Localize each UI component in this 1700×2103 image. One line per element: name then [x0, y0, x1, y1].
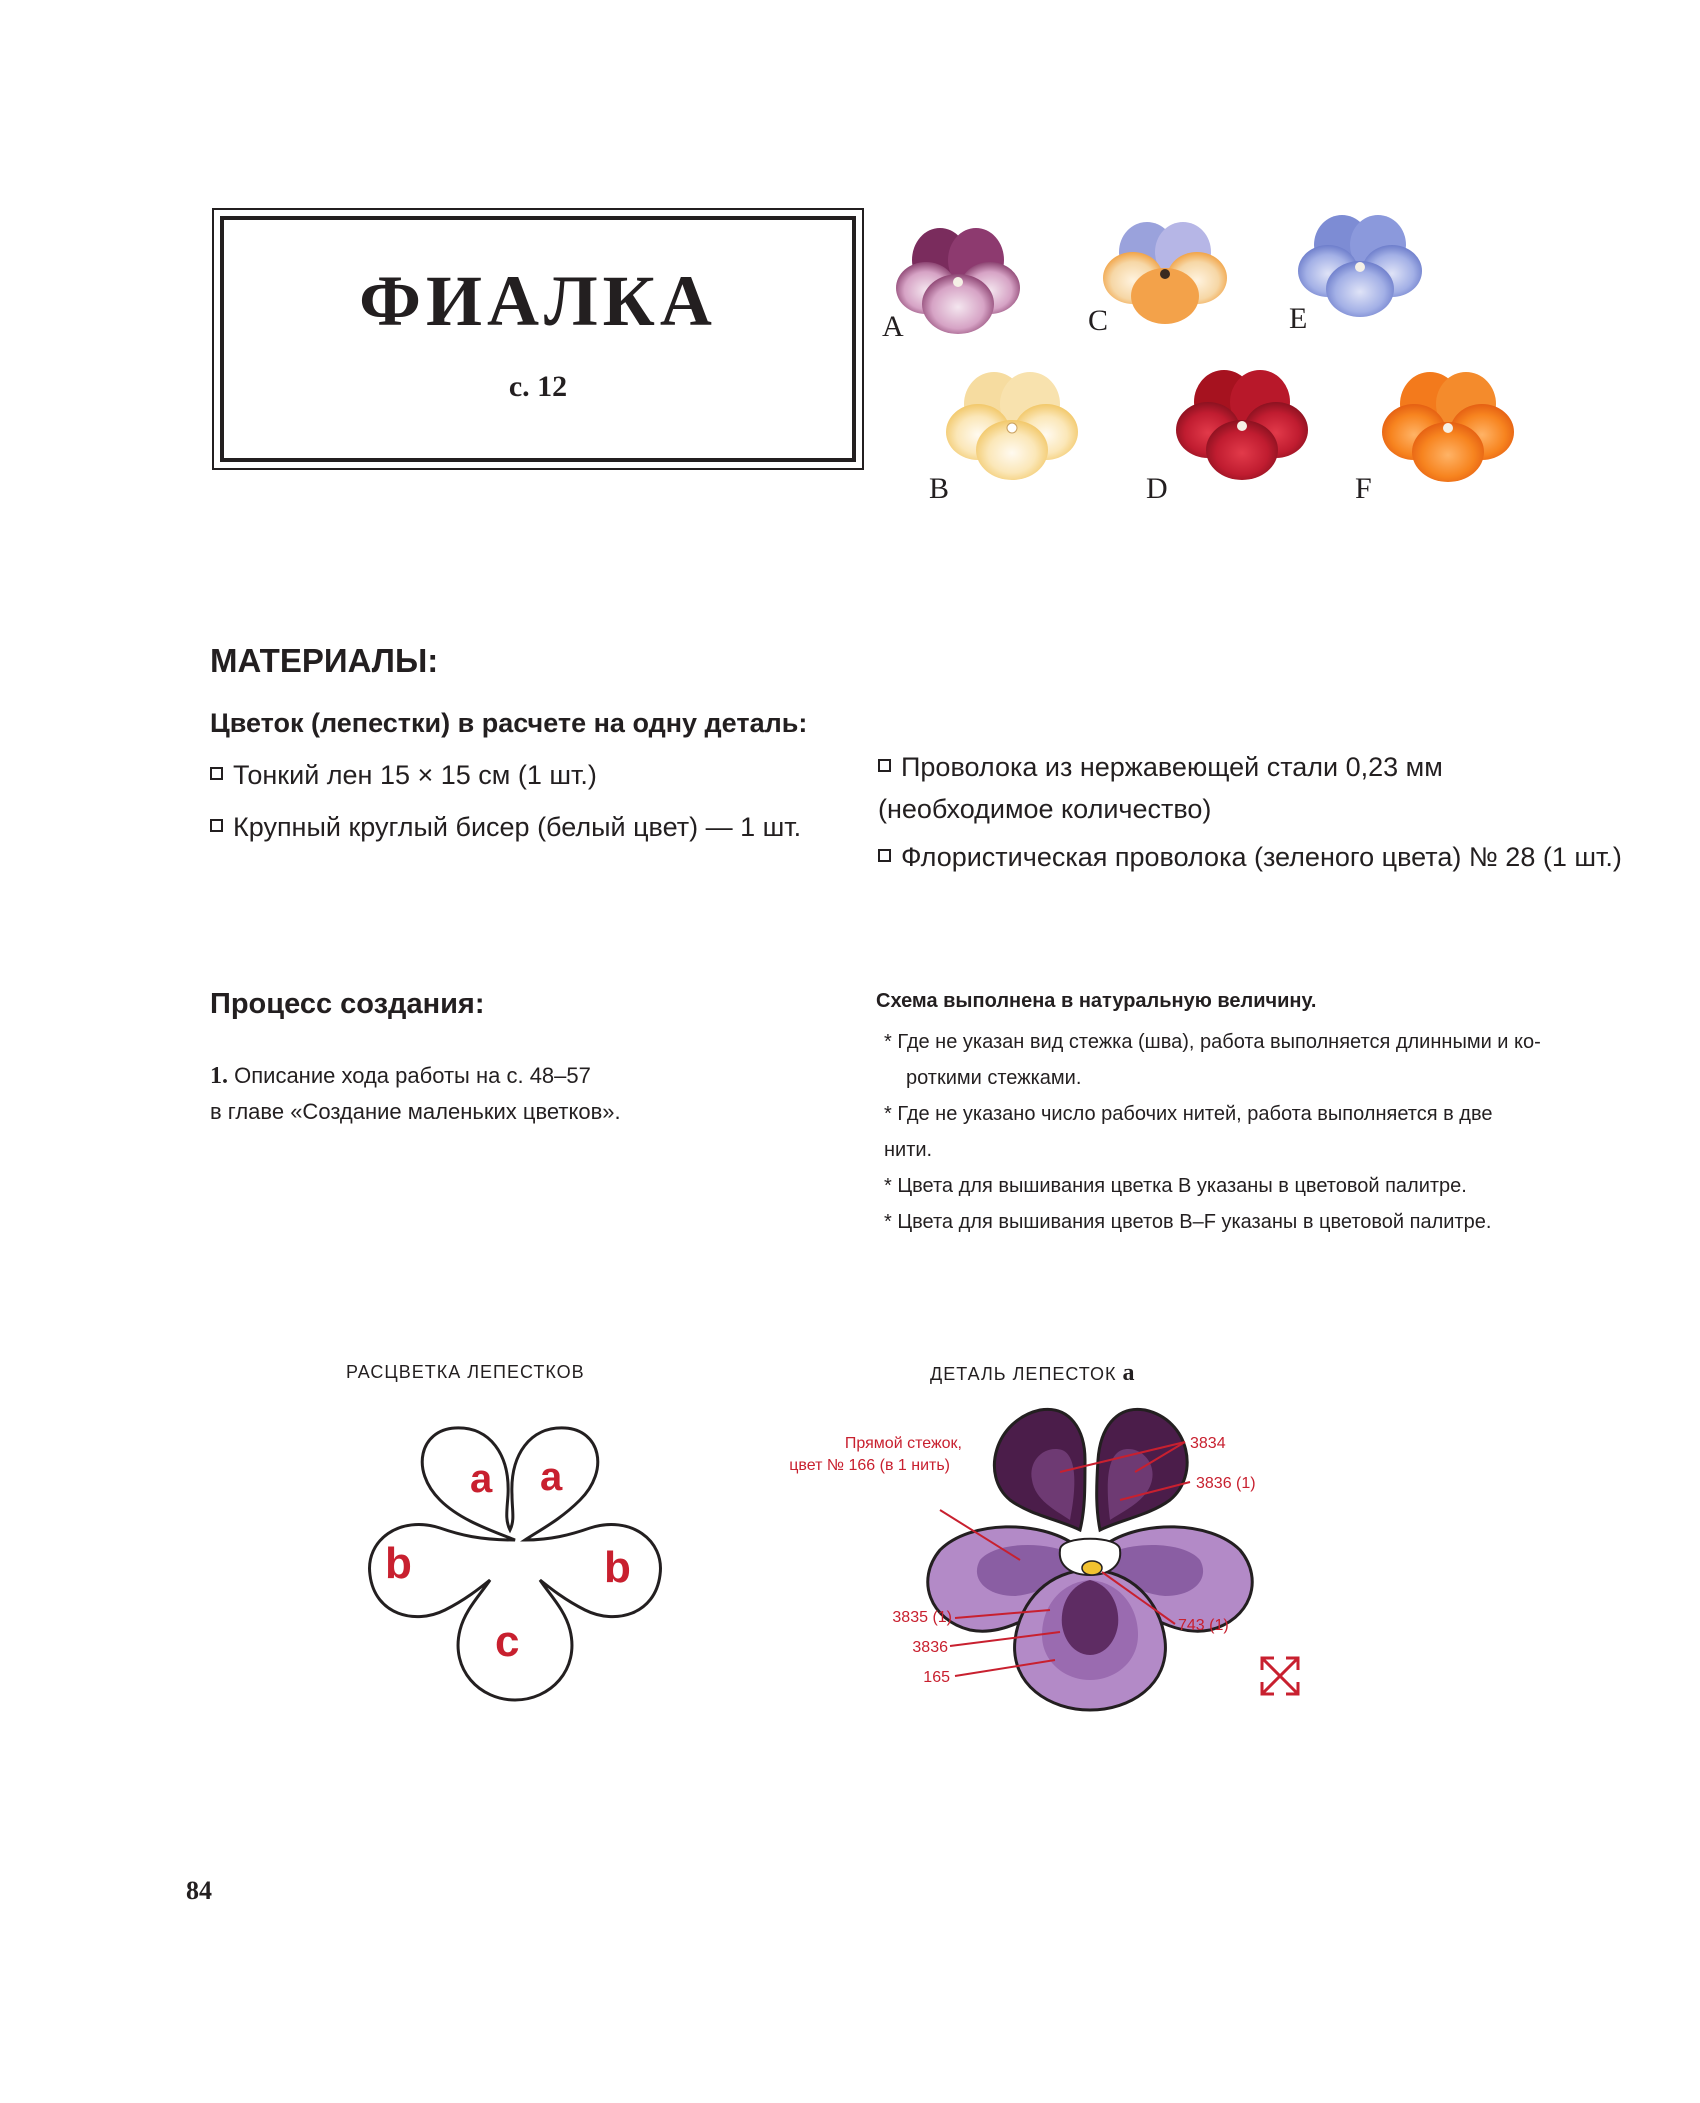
- variant-label-c: C: [1088, 304, 1109, 337]
- callout-3836: 3836: [912, 1639, 948, 1656]
- detail-diagram-title-letter: a: [1122, 1360, 1136, 1386]
- scheme-note: * Где не указан вид стежка (шва), работа выполняется длинными и ко-: [884, 1031, 1541, 1053]
- scheme-note: * Где не указано число рабочих нитей, работа выполняется в две нити.: [884, 1103, 1493, 1161]
- material-item-text: Тонкий лен 15 × 15 см (1 шт.): [233, 760, 597, 790]
- page-number: 84: [186, 1876, 212, 1905]
- materials-heading: МАТЕРИАЛЫ:: [210, 642, 439, 679]
- process-step-1: [210, 1058, 621, 1130]
- material-item-bead: [210, 806, 801, 848]
- page-title: ФИАЛКА: [359, 261, 717, 341]
- petal-label-b-left: b: [385, 1539, 412, 1588]
- petal-detail-diagram: [770, 1400, 1390, 1720]
- variant-label-b: B: [929, 472, 950, 505]
- scheme-note: * Цвета для вышивания цветов B–F указаны в цветовой палитре.: [884, 1211, 1492, 1233]
- bullet-square-icon: [210, 767, 223, 780]
- scheme-title: Схема выполнена в натуральную величину.: [876, 990, 1317, 1012]
- callout-straight-stitch-line2: цвет № 166 (в 1 нить): [789, 1457, 950, 1474]
- title-box: [212, 208, 864, 470]
- variant-label-e: E: [1289, 302, 1308, 335]
- petal-label-b-right: b: [604, 1543, 631, 1592]
- flower-photo-e: [1298, 215, 1422, 317]
- flower-photo-b: [946, 372, 1078, 480]
- variant-label-f: F: [1355, 472, 1372, 505]
- scheme-notes: [884, 1024, 1544, 1240]
- step-text-line2: в главе «Создание маленьких цветков».: [210, 1099, 621, 1124]
- bullet-square-icon: [210, 819, 223, 832]
- material-item-text: Проволока из нержавеющей стали 0,23 мм: [901, 752, 1443, 782]
- material-item-linen: [210, 754, 597, 796]
- callout-3834: 3834: [1190, 1435, 1226, 1452]
- flower-photo-a: [896, 228, 1020, 334]
- callout-165: 165: [923, 1669, 950, 1686]
- detail-diagram-title-text: ДЕТАЛЬ ЛЕПЕСТОК: [930, 1364, 1117, 1384]
- scheme-note: * Цвета для вышивания цветка B указаны в цветовой палитре.: [884, 1175, 1467, 1197]
- materials-subheading: Цветок (лепестки) в расчете на одну деталь:: [210, 708, 808, 738]
- scheme-note: роткими стежками.: [906, 1067, 1082, 1089]
- material-item-steel-wire: [878, 746, 1443, 788]
- petal-label-a-right: a: [540, 1455, 563, 1499]
- material-item-steel-wire-qty: [878, 788, 1211, 830]
- callout-straight-stitch-line1: Прямой стежок,: [844, 1435, 962, 1452]
- material-item-text: Крупный круглый бисер (белый цвет) — 1 шт.: [233, 812, 802, 842]
- variant-label-a: A: [882, 310, 904, 343]
- callout-3836-1: 3836 (1): [1196, 1475, 1256, 1492]
- flower-photo-f: [1382, 372, 1514, 482]
- flower-center-yellow: [1082, 1561, 1102, 1575]
- petal-label-c: c: [495, 1617, 520, 1666]
- bullet-square-icon: [878, 849, 891, 862]
- material-item-text: Флористическая проволока (зеленого цвета) № 28 (1 шт.): [901, 842, 1622, 872]
- petal-label-a-left: a: [470, 1457, 493, 1501]
- flower-variants-photos: [860, 200, 1560, 520]
- step-text-line1: Описание хода работы на с. 48–57: [234, 1063, 591, 1088]
- material-item-floral-wire: [878, 836, 1622, 878]
- callout-3835-1: 3835 (1): [892, 1609, 952, 1626]
- petal-coloring-title: РАСЦВЕТКА ЛЕПЕСТКОВ: [346, 1362, 585, 1382]
- petal-coloring-diagram: [340, 1410, 690, 1710]
- flower-photo-c: [1103, 222, 1227, 324]
- detail-diagram-title: [930, 1360, 1135, 1387]
- expand-arrows-icon: [1262, 1658, 1298, 1694]
- step-number: 1.: [210, 1063, 228, 1089]
- callout-743-1: 743 (1): [1178, 1617, 1229, 1634]
- material-item-text: (необходимое количество): [878, 794, 1212, 824]
- variant-label-d: D: [1146, 472, 1168, 505]
- page-reference: с. 12: [508, 370, 568, 403]
- flower-photo-d: [1176, 370, 1308, 480]
- bullet-square-icon: [878, 759, 891, 772]
- process-heading: Процесс создания:: [210, 988, 485, 1020]
